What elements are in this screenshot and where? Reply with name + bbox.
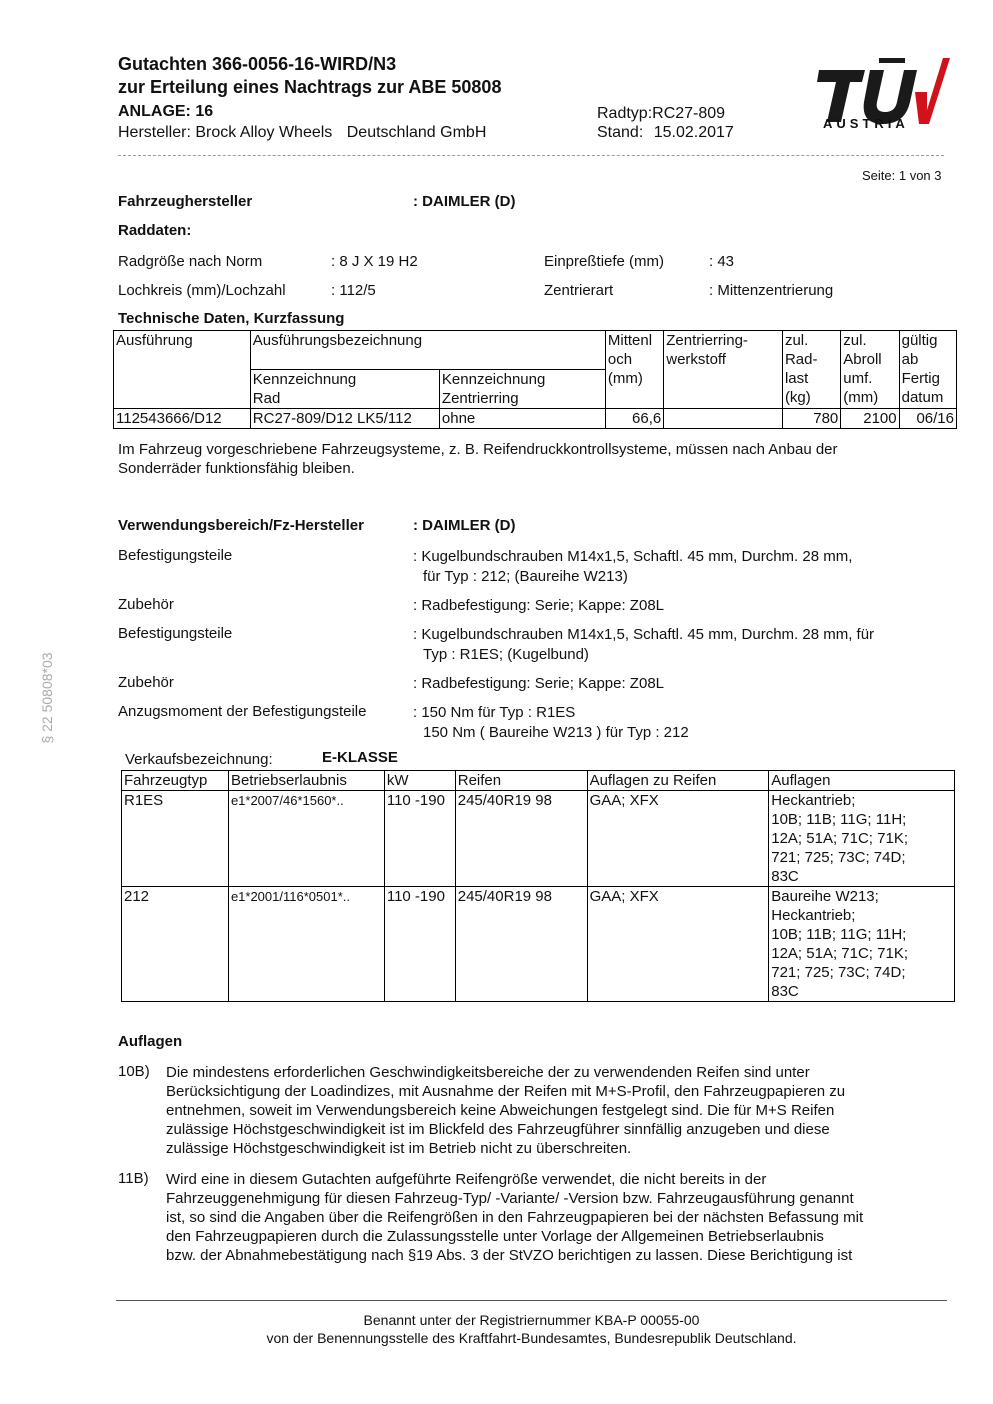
- auflage-number: 11B): [118, 1170, 149, 1187]
- item-line-1: : Kugelbundschrauben M14x1,5, Schaftl. 45 mm, Durchm. 28 mm, für: [413, 626, 875, 643]
- auflagen-heading: Auflagen: [118, 1033, 183, 1050]
- item-label: Anzugsmoment der Befestigungsteile: [118, 703, 367, 720]
- side-stamp: § 22 50808*03: [39, 652, 55, 744]
- th-mittenloch: [605, 331, 663, 409]
- th-abroll: [841, 331, 899, 409]
- lochkreis-value: : 112/5: [331, 282, 376, 299]
- item-value: [413, 547, 852, 587]
- radtyp-line: [597, 104, 725, 123]
- verkauf-label: Verkaufsbezeichnung:: [125, 751, 273, 768]
- cell-be: e1*2001/116*0501*..: [228, 887, 384, 1002]
- auflage-line: 83C: [771, 868, 799, 885]
- th-radlast: [782, 331, 840, 409]
- page-number: Seite: 1 von 3: [862, 168, 942, 183]
- item-value: : Radbefestigung: Serie; Kappe: Z08L: [413, 675, 665, 692]
- para-line: Berücksichtigung der Loadindizes, mit Ausnahme der Reifen mit M+S-Profil, den Fahrzeugpapieren zu: [166, 1083, 846, 1100]
- item-line-2: 150 Nm ( Baureihe W213 ) für Typ : 212: [423, 724, 689, 741]
- th-gueltig: [899, 331, 956, 409]
- cell-be: e1*2007/46*1560*..: [228, 791, 384, 887]
- cell-auflagen: [769, 887, 955, 1002]
- zentrierart-label: Zentrierart: [544, 282, 614, 299]
- note-line-2: Sonderräder funktionsfähig bleiben.: [118, 460, 355, 477]
- th-zentrierring-2: werkstoff: [666, 351, 726, 368]
- para-line: den Fahrzeugpapieren durch die Zulassungsstelle unter Vorlage der Allgemeinen Betriebserlaubnis: [166, 1228, 824, 1245]
- footer-line-2: von der Benennungsstelle des Kraftfahrt-Bundesamtes, Bundesrepublik Deutschland.: [266, 1330, 797, 1346]
- vh-reifen: Reifen: [455, 771, 587, 791]
- hersteller-line: [118, 123, 486, 142]
- para-line: zulässige Höchstgeschwindigkeit ist im Betrieb nicht zu überschreiten.: [166, 1140, 632, 1157]
- auflage-line: 721; 725; 73C; 74D;: [771, 964, 906, 981]
- th-kenn-zent-2: Zentrierring: [441, 390, 519, 407]
- cell-reifen: 245/40R19 98: [455, 887, 587, 1002]
- auflage-line: Heckantrieb;: [771, 792, 856, 809]
- cell-gueltig: 06/16: [899, 409, 956, 429]
- item-label: Befestigungsteile: [118, 625, 233, 642]
- th-radlast-1: zul.: [784, 332, 809, 349]
- th-abroll-1: zul.: [843, 332, 867, 349]
- auflage-line: Heckantrieb;: [771, 907, 856, 924]
- cell-kenn-rad: RC27-809/D12 LK5/112: [250, 409, 439, 429]
- th-radlast-3: last: [784, 370, 809, 387]
- para-line: ist, so sind die Angaben über die Reifengrößen in den Fahrzeugpapieren bei der nächsten Befassung mit: [166, 1209, 864, 1226]
- cell-mittenloch: 66,6: [605, 409, 663, 429]
- cell-kw: 110 -190: [384, 887, 455, 1002]
- zentrierart-value: : Mittenzentrierung: [709, 282, 834, 299]
- th-gueltig-3: Fertig: [901, 370, 940, 387]
- vh-kw: kW: [384, 771, 455, 791]
- cell-aufl-reifen: GAA; XFX: [587, 791, 769, 887]
- auflage-line: 12A; 51A; 71C; 71K;: [771, 945, 908, 962]
- table-row: [122, 791, 955, 887]
- th-kenn-zent-1: Kennzeichnung: [441, 371, 546, 388]
- th-ausfuehrung: Ausführung: [114, 331, 251, 409]
- radtyp-value: RC27-809: [652, 105, 726, 122]
- cell-zentrierring: [664, 409, 783, 429]
- cell-kw: 110 -190: [384, 791, 455, 887]
- th-zentrierring: [664, 331, 783, 409]
- einpress-label: Einpreßtiefe (mm): [544, 253, 665, 270]
- auflage-line: 12A; 51A; 71C; 71K;: [771, 830, 908, 847]
- th-mittenloch-3: (mm): [607, 370, 643, 387]
- auflage-line: 10B; 11B; 11G; 11H;: [771, 811, 907, 828]
- hersteller-label: Hersteller:: [118, 124, 191, 141]
- auflage-line: 721; 725; 73C; 74D;: [771, 849, 906, 866]
- cell-aufl-reifen: GAA; XFX: [587, 887, 769, 1002]
- th-radlast-4: (kg): [784, 389, 811, 406]
- para-line: zulässige Höchstgeschwindigkeit ist im Blickfeld des Fahrzeugführer sinnfällig anzugeben und diese: [166, 1121, 830, 1138]
- th-abroll-4: (mm): [843, 389, 879, 406]
- table-row: [122, 887, 955, 1002]
- note-text: [118, 440, 838, 478]
- einpress-value: : 43: [709, 253, 735, 270]
- th-mittenloch-1: Mittenl: [607, 332, 653, 349]
- cell-auflagen: [769, 791, 955, 887]
- th-bezeichnung: Ausführungsbezeichnung: [250, 331, 605, 370]
- para-line: Wird eine in diesem Gutachten aufgeführte Reifengröße verwendet, die nicht bereits in der: [166, 1171, 767, 1188]
- para-line: bzw. der Abnahmebestätigung nach §19 Abs. 3 der StVZO berichtigen zu lassen. Diese Berichtigung ist: [166, 1247, 853, 1264]
- item-line-2: für Typ : 212; (Baureihe W213): [423, 568, 628, 585]
- hersteller-value: Brock Alloy Wheels: [195, 124, 333, 141]
- footer-divider: [116, 1300, 947, 1301]
- header-divider: [118, 155, 944, 156]
- th-gueltig-2: ab: [901, 351, 919, 368]
- item-value: : Radbefestigung: Serie; Kappe: Z08L: [413, 597, 665, 614]
- cell-ausfuehrung: 112543666/D12: [114, 409, 251, 429]
- item-label: Zubehör: [118, 596, 174, 613]
- th-kenn-rad: [250, 370, 439, 409]
- raddaten-heading: Raddaten:: [118, 222, 192, 239]
- footer-line-1: Benannt unter der Registriernummer KBA-P 00055-00: [363, 1312, 700, 1328]
- item-line-2: Typ : R1ES; (Kugelbund): [423, 646, 589, 663]
- item-line-1: : 150 Nm für Typ : R1ES: [413, 704, 576, 721]
- document-title: Gutachten 366-0056-16-WIRD/N3: [118, 54, 397, 74]
- footer: [116, 1311, 947, 1347]
- item-label: Zubehör: [118, 674, 174, 691]
- fahrzeughersteller-value: : DAIMLER (D): [413, 193, 516, 210]
- verwendung-label: Verwendungsbereich/Fz-Hersteller: [118, 517, 364, 534]
- th-mittenloch-2: och: [607, 351, 633, 368]
- verwendung-value: : DAIMLER (D): [413, 517, 516, 534]
- hersteller-value2: Deutschland GmbH: [346, 124, 487, 141]
- item-label: Befestigungsteile: [118, 547, 233, 564]
- item-value: [413, 625, 874, 665]
- th-radlast-2: Rad-: [784, 351, 818, 368]
- radgroesse-value: : 8 J X 19 H2: [331, 253, 418, 270]
- document-subtitle: zur Erteilung eines Nachtrags zur ABE 50808: [118, 77, 502, 97]
- tuv-logo-sub: AUSTRIA: [823, 116, 909, 131]
- th-gueltig-4: datum: [901, 389, 944, 406]
- para-line: Fahrzeuggenehmigung für diesen Fahrzeug-Typ/ -Variante/ -Version bzw. Fahrzeugausführung genannt: [166, 1190, 854, 1207]
- vh-aufl-reifen: Auflagen zu Reifen: [587, 771, 769, 791]
- cell-radlast: 780: [782, 409, 840, 429]
- radtyp-label: Radtyp:: [597, 105, 653, 122]
- tech-heading: Technische Daten, Kurzfassung: [118, 310, 345, 327]
- para-line: Die mindestens erforderlichen Geschwindigkeitsbereiche der zu verwendenden Reifen sind unter: [166, 1064, 810, 1081]
- th-kenn-rad-2: Rad: [252, 390, 281, 407]
- auflage-paragraph: [166, 1170, 956, 1265]
- cell-abroll: 2100: [841, 409, 899, 429]
- th-kenn-rad-1: Kennzeichnung: [252, 371, 357, 388]
- vh-typ: Fahrzeugtyp: [122, 771, 229, 791]
- th-zentrierring-1: Zentrierring-: [666, 332, 748, 349]
- cell-kenn-zent: ohne: [439, 409, 605, 429]
- para-line: entnehmen, soweit im Verwendungsbereich keine Abweichungen festgelegt sind. Die für M+S Reifen: [166, 1102, 835, 1119]
- tuv-austria-logo: [815, 52, 950, 137]
- vehicle-table: [121, 770, 955, 1002]
- auflage-line: Baureihe W213;: [771, 888, 879, 905]
- cell-reifen: 245/40R19 98: [455, 791, 587, 887]
- th-kenn-zent: [439, 370, 605, 409]
- item-value: [413, 703, 689, 743]
- tech-table: [113, 330, 957, 429]
- cell-typ: R1ES: [122, 791, 229, 887]
- verkauf-value: E-KLASSE: [322, 749, 398, 766]
- stand-label: Stand:: [597, 124, 644, 141]
- auflage-line: 10B; 11B; 11G; 11H;: [771, 926, 907, 943]
- stand-line: [597, 123, 734, 142]
- note-line-1: Im Fahrzeug vorgeschriebene Fahrzeugsysteme, z. B. Reifendruckkontrollsysteme, müssen nach Anbau der: [118, 441, 838, 458]
- stand-value: 15.02.2017: [653, 124, 734, 141]
- lochkreis-label: Lochkreis (mm)/Lochzahl: [118, 282, 286, 299]
- fahrzeughersteller-label: Fahrzeughersteller: [118, 193, 253, 210]
- auflage-number: 10B): [118, 1063, 150, 1080]
- item-line-1: : Kugelbundschrauben M14x1,5, Schaftl. 45 mm, Durchm. 28 mm,: [413, 548, 853, 565]
- auflage-line: 83C: [771, 983, 799, 1000]
- auflage-paragraph: [166, 1063, 956, 1158]
- radgroesse-label: Radgröße nach Norm: [118, 253, 263, 270]
- cell-typ: 212: [122, 887, 229, 1002]
- table-row: [114, 409, 957, 429]
- vh-auflagen: Auflagen: [769, 771, 955, 791]
- anlage-label: ANLAGE: 16: [118, 103, 214, 120]
- th-abroll-2: Abroll: [843, 351, 882, 368]
- th-gueltig-1: gültig: [901, 332, 938, 349]
- th-abroll-3: umf.: [843, 370, 873, 387]
- vh-be: Betriebserlaubnis: [228, 771, 384, 791]
